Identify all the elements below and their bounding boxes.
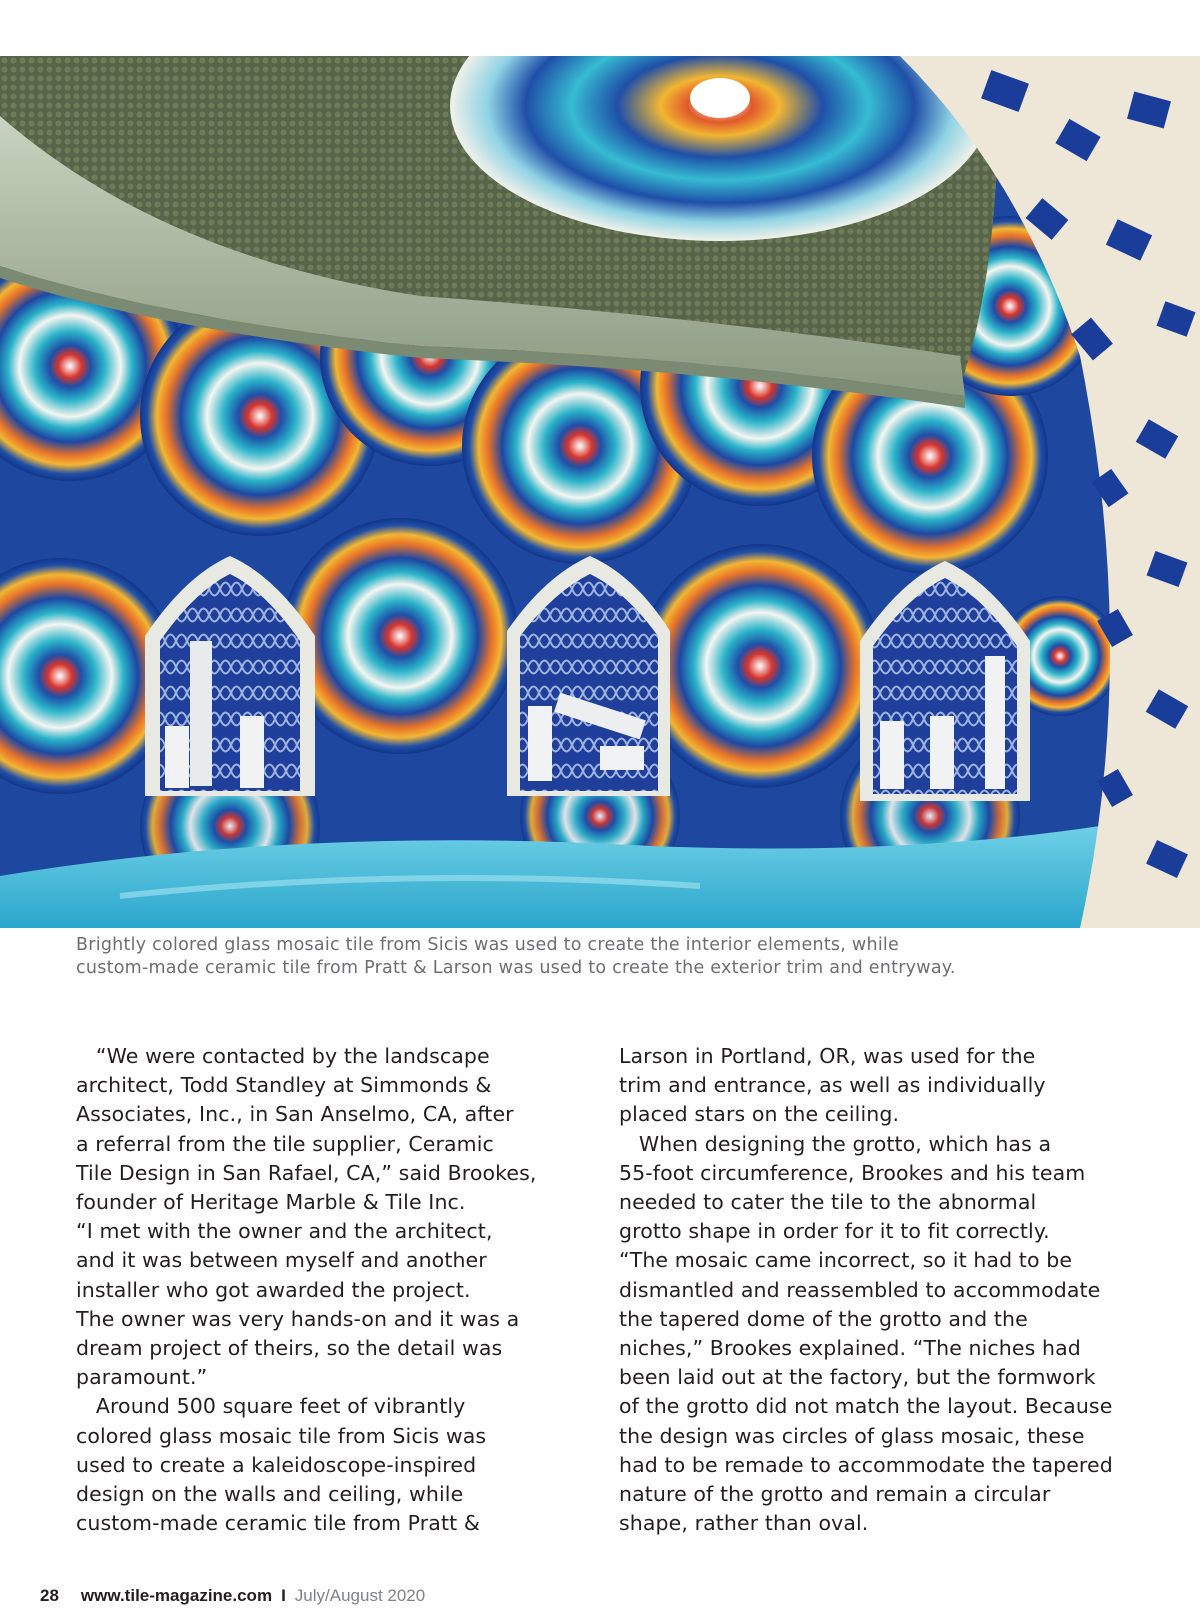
text-line: trim and entrance, as well as individually [619, 1073, 1046, 1098]
page-footer [40, 1586, 425, 1606]
text-line: shape, rather than oval. [619, 1511, 869, 1536]
text-line: needed to cater the tile to the abnormal [619, 1190, 1037, 1215]
text-line: dismantled and reassembled to accommodate [619, 1277, 1101, 1302]
text-line: design on the walls and ceiling, while [76, 1482, 464, 1507]
caption-line: custom-made ceramic tile from Pratt & Larson was used to create the exterior trim and entryway. [76, 958, 956, 978]
text-line: 55-foot circumference, Brookes and his team [619, 1160, 1086, 1185]
text-line: had to be remade to accommodate the tapered [619, 1452, 1113, 1477]
text-line: “I met with the owner and the architect, [76, 1219, 493, 1244]
text-line: placed stars on the ceiling. [619, 1102, 900, 1127]
text-line: Associates, Inc., in San Anselmo, CA, after [76, 1102, 514, 1127]
text-line: nature of the grotto and remain a circular [619, 1482, 1051, 1507]
text-line: a referral from the tile supplier, Ceramic [76, 1131, 494, 1156]
text-line: “The mosaic came incorrect, so it had to be [619, 1248, 1073, 1273]
text-line: custom-made ceramic tile from Pratt & [76, 1511, 480, 1536]
caption-line: Brightly colored glass mosaic tile from Sicis was used to create the interior elements, while [76, 935, 900, 955]
text-line: the tapered dome of the grotto and the [619, 1306, 1028, 1331]
text-line: of the grotto did not match the layout. Because [619, 1394, 1113, 1419]
website-link[interactable]: www.tile-magazine.com [80, 1586, 273, 1605]
grotto-photo [0, 56, 1200, 928]
photo-caption [76, 934, 1136, 980]
text-line: Around 500 square feet of vibrantly [76, 1394, 466, 1419]
text-line: used to create a kaleidoscope-inspired [76, 1452, 477, 1477]
page-number: 28 [40, 1586, 59, 1605]
text-line: installer who got awarded the project. [76, 1277, 471, 1302]
text-line: Tile Design in San Rafael, CA,” said Brookes, [76, 1160, 537, 1185]
text-line: When designing the grotto, which has a [619, 1131, 1052, 1156]
text-line: grotto shape in order for it to fit correctly. [619, 1219, 1050, 1244]
text-line: paramount.” [76, 1365, 208, 1390]
footer-separator: I [281, 1586, 286, 1605]
text-line: niches,” Brookes explained. “The niches had [619, 1336, 1081, 1361]
text-line: The owner was very hands-on and it was a [76, 1306, 520, 1331]
article-column-left [76, 1042, 596, 1538]
text-line: and it was between myself and another [76, 1248, 487, 1273]
text-line: the design was circles of glass mosaic, these [619, 1423, 1085, 1448]
article-column-right [619, 1042, 1139, 1538]
issue-date: July/August 2020 [294, 1586, 426, 1605]
text-line: been laid out at the factory, but the formwork [619, 1365, 1096, 1390]
text-line: architect, Todd Standley at Simmonds & [76, 1073, 492, 1098]
text-line: colored glass mosaic tile from Sicis was [76, 1423, 487, 1448]
text-line: founder of Heritage Marble & Tile Inc. [76, 1190, 466, 1215]
text-line: Larson in Portland, OR, was used for the [619, 1044, 1036, 1068]
text-line: dream project of theirs, so the detail was [76, 1336, 503, 1361]
text-line: “We were contacted by the landscape [76, 1044, 490, 1068]
